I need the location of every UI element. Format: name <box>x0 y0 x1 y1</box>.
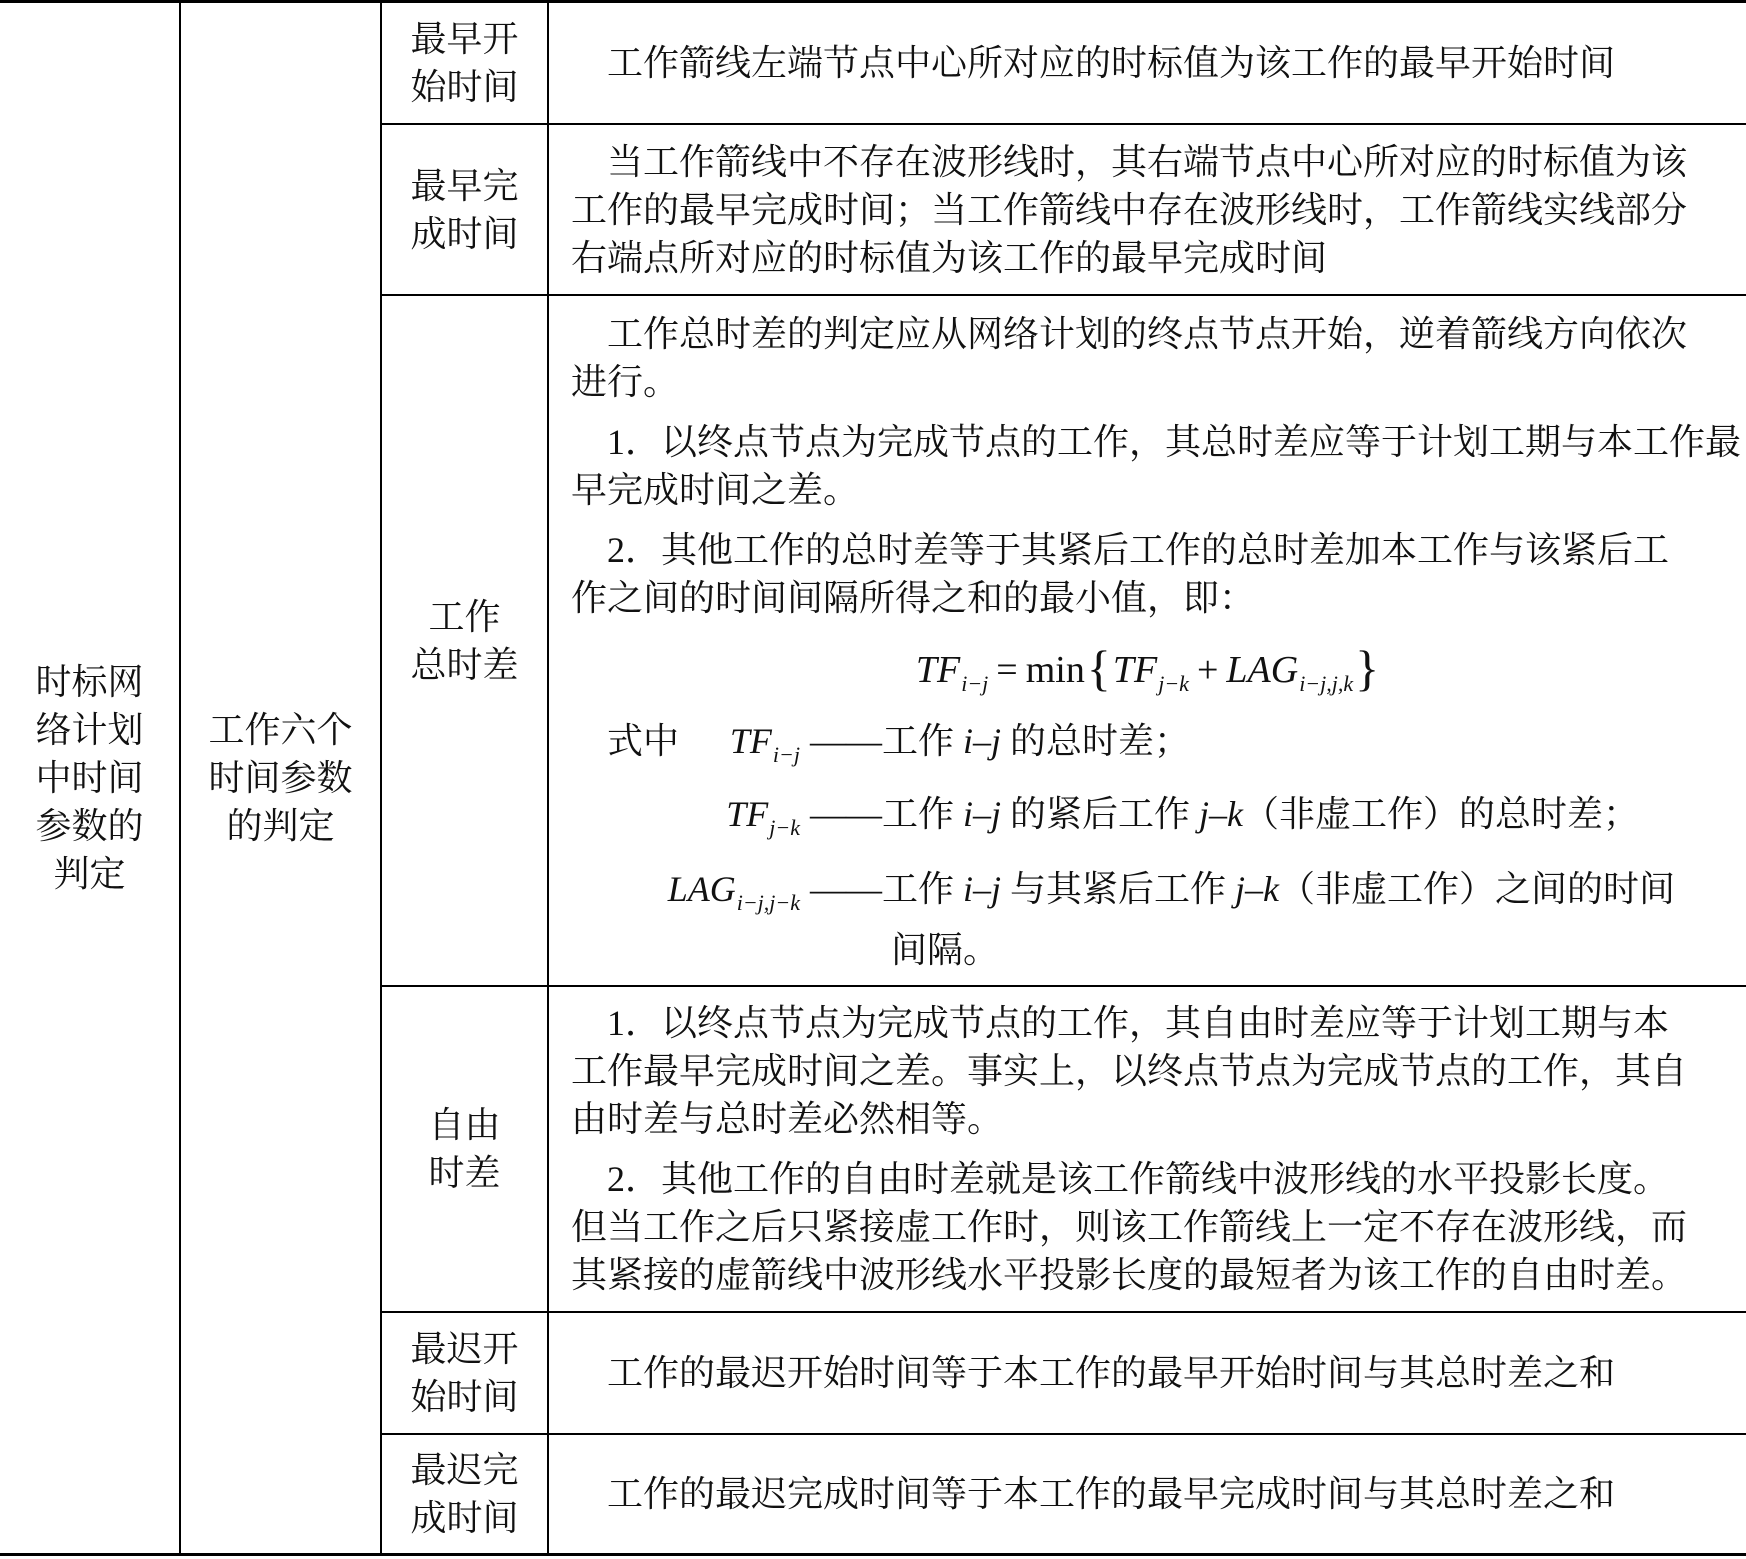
definition-variable: j–k <box>1235 868 1280 909</box>
where-row <box>571 850 1726 928</box>
definition-text: （非虚工作）的总时差； <box>1243 793 1640 834</box>
formula-function: min <box>1025 648 1085 691</box>
parameter-cell <box>382 296 547 985</box>
definition-text: ——工作 <box>810 868 964 909</box>
group-header-cell <box>181 3 380 1553</box>
definition-text: ——工作 <box>810 793 964 834</box>
paragraph <box>571 39 1726 87</box>
parameter-cell <box>382 1435 547 1553</box>
description-line: 2．其他工作的总时差等于其紧后工作的总时差加本工作与该紧后工 <box>607 529 1670 570</box>
group-header-line: 的判定 <box>226 806 335 846</box>
symbol-subscript: j−k <box>769 814 800 840</box>
description-line: 由时差与总时差必然相等。 <box>571 1099 1004 1139</box>
stub-header-cell <box>0 3 179 1553</box>
description-cell <box>549 125 1746 294</box>
parameter-line: 工作 <box>428 596 501 637</box>
paragraph <box>571 1470 1726 1518</box>
formula-symbol: TF <box>1112 648 1158 691</box>
stub-header-line: 络计划 <box>35 710 144 750</box>
paragraph <box>571 1349 1726 1397</box>
definition-text: （非虚工作）之间的时间 <box>1279 868 1676 909</box>
description-line: 作之间的时间间隔所得之和的最小值，即： <box>571 577 1256 618</box>
formula-subscript: i−j <box>961 670 989 696</box>
description-line: 其紧接的虚箭线中波形线水平投影长度的最短者为该工作的自由时差。 <box>571 1255 1688 1295</box>
formula-brace: { <box>1086 639 1111 696</box>
stub-header-line: 参数的 <box>35 806 144 846</box>
description-line: 早完成时间之差。 <box>571 469 860 510</box>
parameter-cell <box>382 987 547 1311</box>
where-label: 式中 <box>607 720 680 761</box>
description-line: 工作最早完成时间之差。事实上，以终点节点为完成节点的工作，其自 <box>571 1051 1688 1091</box>
formula-subscript: j−k <box>1158 670 1189 696</box>
definition-text: 与其紧后工作 <box>1001 868 1236 909</box>
parameter-line: 自由 <box>428 1105 501 1145</box>
group-header-line: 工作六个 <box>208 710 353 750</box>
where-definition <box>810 778 1639 850</box>
definition-text: 的紧后工作 <box>1001 793 1200 834</box>
where-definition-continuation: 间隔。 <box>891 929 1000 970</box>
paragraph <box>571 999 1726 1143</box>
stub-header-line: 中时间 <box>35 758 144 798</box>
symbol-subscript: i−j <box>772 741 800 767</box>
description-cell <box>549 3 1746 123</box>
description-line: 1．以终点节点为完成节点的工作，其总时差应等于计划工期与本工作最 <box>607 421 1742 462</box>
where-row <box>571 778 1726 850</box>
stub-header-line: 时标网 <box>35 662 144 702</box>
paragraph <box>571 418 1742 514</box>
symbol-name: LAG <box>667 868 736 909</box>
description-line: 工作的最早完成时间；当工作箭线中存在波形线时，工作箭线实线部分 <box>571 189 1688 230</box>
where-definition <box>810 850 1675 928</box>
where-row <box>571 704 1726 778</box>
paragraph <box>571 1155 1726 1299</box>
formula-symbol: LAG <box>1226 648 1299 691</box>
description-cell <box>549 1435 1746 1553</box>
paragraph <box>571 526 1726 622</box>
definition-variable: i–j <box>963 793 1002 834</box>
formula-operator: = <box>996 648 1018 691</box>
parameter-line: 总时差 <box>410 644 519 685</box>
description-line: 当工作箭线中不存在波形线时，其右端节点中心所对应的时标值为该 <box>607 141 1688 182</box>
description-line: 进行。 <box>571 361 680 402</box>
description-cell <box>549 1313 1746 1433</box>
definition-variable: i–j <box>963 868 1002 909</box>
description-cell <box>549 296 1746 985</box>
parameter-line: 最早完 <box>410 165 519 206</box>
description-cell <box>549 987 1746 1311</box>
parameter-line: 最早开 <box>410 19 519 59</box>
definition-text: 的总时差； <box>1001 720 1191 761</box>
definition-variable: j–k <box>1199 793 1244 834</box>
parameter-cell <box>382 3 547 123</box>
parameter-line: 始时间 <box>410 67 519 107</box>
parameter-line: 成时间 <box>410 213 519 254</box>
description-line: 工作的最迟开始时间等于本工作的最早开始时间与其总时差之和 <box>607 1353 1616 1393</box>
description-line: 右端点所对应的时标值为该工作的最早完成时间 <box>571 237 1328 278</box>
symbol-name: TF <box>726 793 769 834</box>
paragraph <box>571 310 1726 406</box>
group-header-line: 时间参数 <box>208 758 353 798</box>
symbol-subscript: i−j,j−k <box>736 889 800 915</box>
stub-header-line: 判定 <box>53 854 126 894</box>
parameter-line: 最迟开 <box>410 1329 519 1369</box>
parameter-line: 始时间 <box>410 1377 519 1417</box>
description-line: 但当工作之后只紧接虚工作时，则该工作箭线上一定不存在波形线，而 <box>571 1207 1688 1247</box>
description-line: 工作箭线左端节点中心所对应的时标值为该工作的最早开始时间 <box>607 43 1616 83</box>
formula-symbol: TF <box>915 648 961 691</box>
description-line: 工作的最迟完成时间等于本工作的最早完成时间与其总时差之和 <box>607 1474 1616 1514</box>
formula-subscript: i−j,j,k <box>1299 670 1354 696</box>
where-definition <box>810 704 1190 778</box>
total-float-formula <box>571 632 1726 704</box>
description-line: 1．以终点节点为完成节点的工作，其自由时差应等于计划工期与本 <box>607 1003 1670 1043</box>
parameter-cell <box>382 1313 547 1433</box>
table-bottom-rule <box>0 1553 1746 1556</box>
symbol-name: TF <box>729 720 772 761</box>
paragraph <box>571 138 1726 282</box>
description-line: 2．其他工作的自由时差就是该工作箭线中波形线的水平投影长度。 <box>607 1159 1670 1199</box>
where-symbol <box>571 850 800 942</box>
formula-operator: + <box>1196 648 1219 691</box>
parameter-cell <box>382 125 547 294</box>
description-line: 工作总时差的判定应从网络计划的终点节点开始，逆着箭线方向依次 <box>607 313 1688 354</box>
parameter-line: 成时间 <box>410 1498 519 1538</box>
definition-variable: i–j <box>963 720 1002 761</box>
parameter-line: 时差 <box>428 1153 501 1193</box>
definition-text: ——工作 <box>810 720 964 761</box>
formula-brace: } <box>1355 639 1380 696</box>
parameter-line: 最迟完 <box>410 1450 519 1490</box>
